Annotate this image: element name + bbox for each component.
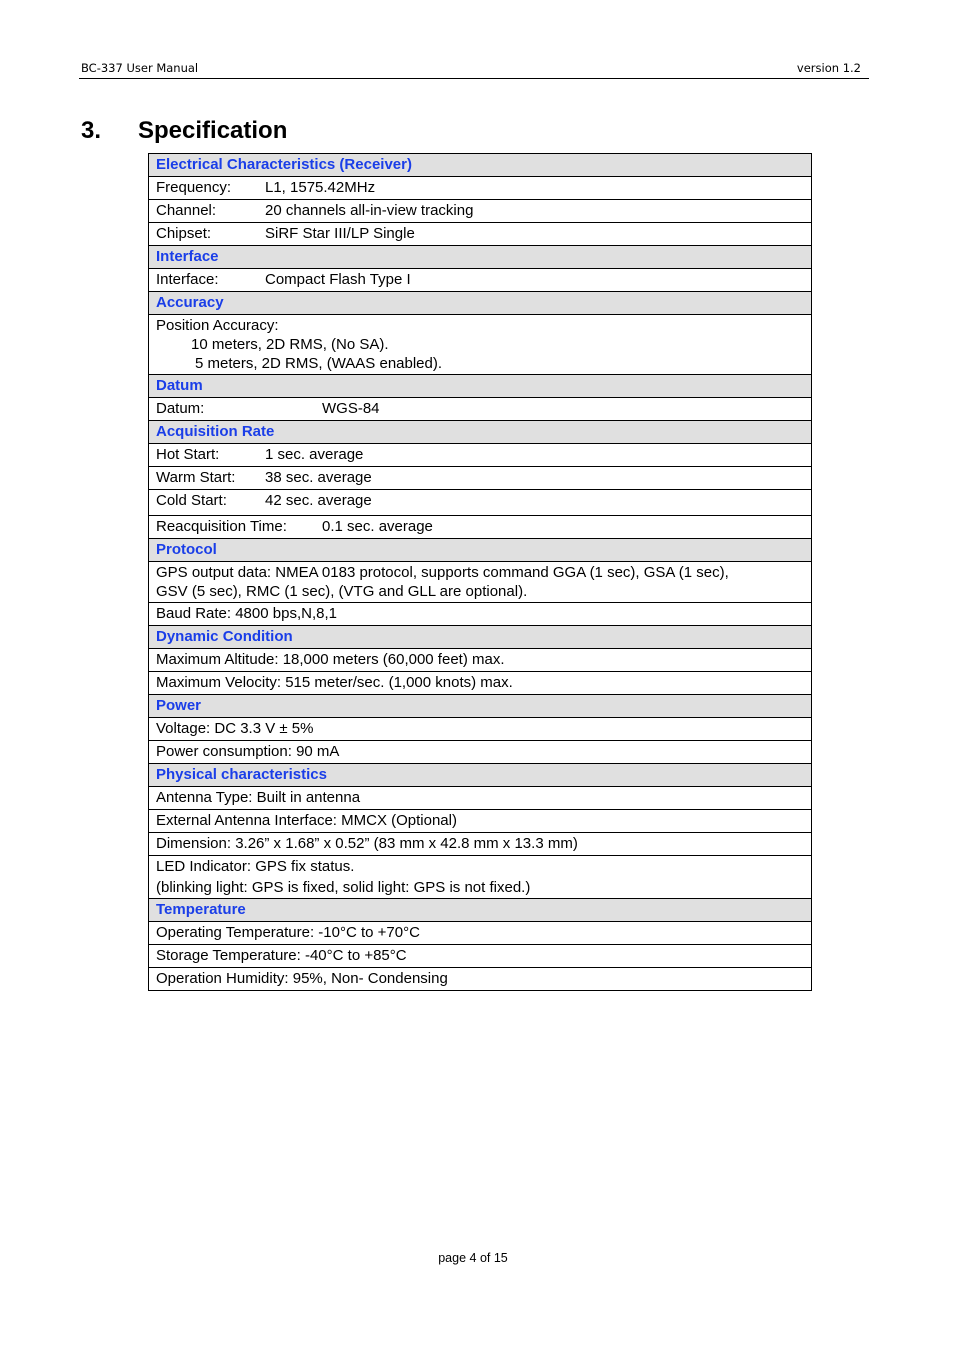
spec-value: Compact Flash Type I [265, 271, 411, 288]
spec-label: Frequency: [156, 179, 232, 196]
specification-table [148, 153, 812, 991]
category-electrical: Electrical Characteristics (Receiver) [149, 154, 812, 177]
section-heading [81, 117, 287, 145]
spec-row-humidity: Operation Humidity: 95%, Non- Condensing [149, 968, 812, 991]
manual-title: BC-337 User Manual [81, 61, 199, 75]
spec-value: 38 sec. average [265, 469, 372, 486]
spec-row-cold-start [149, 490, 812, 516]
spec-row-warm-start [149, 467, 812, 490]
spec-row-gps-output: GPS output data: NMEA 0183 protocol, supports command GGA (1 sec), GSA (1 sec), GSV (5 sec), RMC (1 sec), (VTG and GLL are optional). [149, 562, 812, 603]
spec-value: 10 meters, 2D RMS, (No SA). [191, 336, 389, 353]
spec-row-datum [149, 398, 812, 421]
section-number: 3. [81, 117, 102, 144]
spec-row-storage-temperature: Storage Temperature: -40°C to +85°C [149, 945, 812, 968]
spec-label: Hot Start: [156, 446, 220, 463]
spec-row-reacquisition [149, 516, 812, 539]
spec-row-interface [149, 269, 812, 292]
spec-row-altitude: Maximum Altitude: 18,000 meters (60,000 feet) max. [149, 649, 812, 672]
spec-row-external-antenna: External Antenna Interface: MMCX (Optional) [149, 810, 812, 833]
category-protocol: Protocol [149, 539, 812, 562]
spec-row-hot-start [149, 444, 812, 467]
spec-row-frequency [149, 177, 812, 200]
page-header [79, 61, 869, 79]
spec-value: WGS-84 [322, 400, 380, 417]
spec-label: Reacquisition Time: [156, 518, 287, 535]
category-interface: Interface [149, 246, 812, 269]
spec-value: 5 meters, 2D RMS, (WAAS enabled). [195, 355, 443, 372]
spec-value: 0.1 sec. average [322, 518, 433, 535]
spec-value: 20 channels all-in-view tracking [265, 202, 474, 219]
spec-row-led-indicator: LED Indicator: GPS fix status. (blinking light: GPS is fixed, solid light: GPS is not fixed.) [149, 856, 812, 899]
spec-row-dimension: Dimension: 3.26” x 1.68” x 0.52” (83 mm x 42.8 mm x 13.3 mm) [149, 833, 812, 856]
spec-value: 1 sec. average [265, 446, 364, 463]
category-physical: Physical characteristics [149, 764, 812, 787]
spec-value: 42 sec. average [265, 492, 372, 509]
spec-row-voltage: Voltage: DC 3.3 V ± 5% [149, 718, 812, 741]
spec-label: Chipset: [156, 225, 212, 242]
spec-label: Channel: [156, 202, 217, 219]
page-number: page 4 of 15 [438, 1251, 508, 1265]
spec-row-antenna: Antenna Type: Built in antenna [149, 787, 812, 810]
category-dynamic-condition: Dynamic Condition [149, 626, 812, 649]
spec-label: Position Accuracy: [156, 317, 279, 334]
spec-label: Interface: [156, 271, 219, 288]
spec-value: L1, 1575.42MHz [265, 179, 376, 196]
spec-label: Cold Start: [156, 492, 227, 509]
spec-row-baud-rate: Baud Rate: 4800 bps,N,8,1 [149, 603, 812, 626]
section-title: Specification [138, 117, 288, 144]
spec-label: Datum: [156, 400, 205, 417]
spec-label: Warm Start: [156, 469, 236, 486]
spec-row-chipset [149, 223, 812, 246]
spec-row-channel [149, 200, 812, 223]
version-label: version 1.2 [796, 61, 861, 75]
category-power: Power [149, 695, 812, 718]
spec-row-operating-temperature: Operating Temperature: -10°C to +70°C [149, 922, 812, 945]
spec-row-position-accuracy [149, 315, 812, 375]
category-datum: Datum [149, 375, 812, 398]
category-accuracy: Accuracy [149, 292, 812, 315]
spec-row-power-consumption: Power consumption: 90 mA [149, 741, 812, 764]
spec-value: SiRF Star III/LP Single [265, 225, 415, 242]
spec-row-velocity: Maximum Velocity: 515 meter/sec. (1,000 knots) max. [149, 672, 812, 695]
category-temperature: Temperature [149, 899, 812, 922]
category-acquisition-rate: Acquisition Rate [149, 421, 812, 444]
